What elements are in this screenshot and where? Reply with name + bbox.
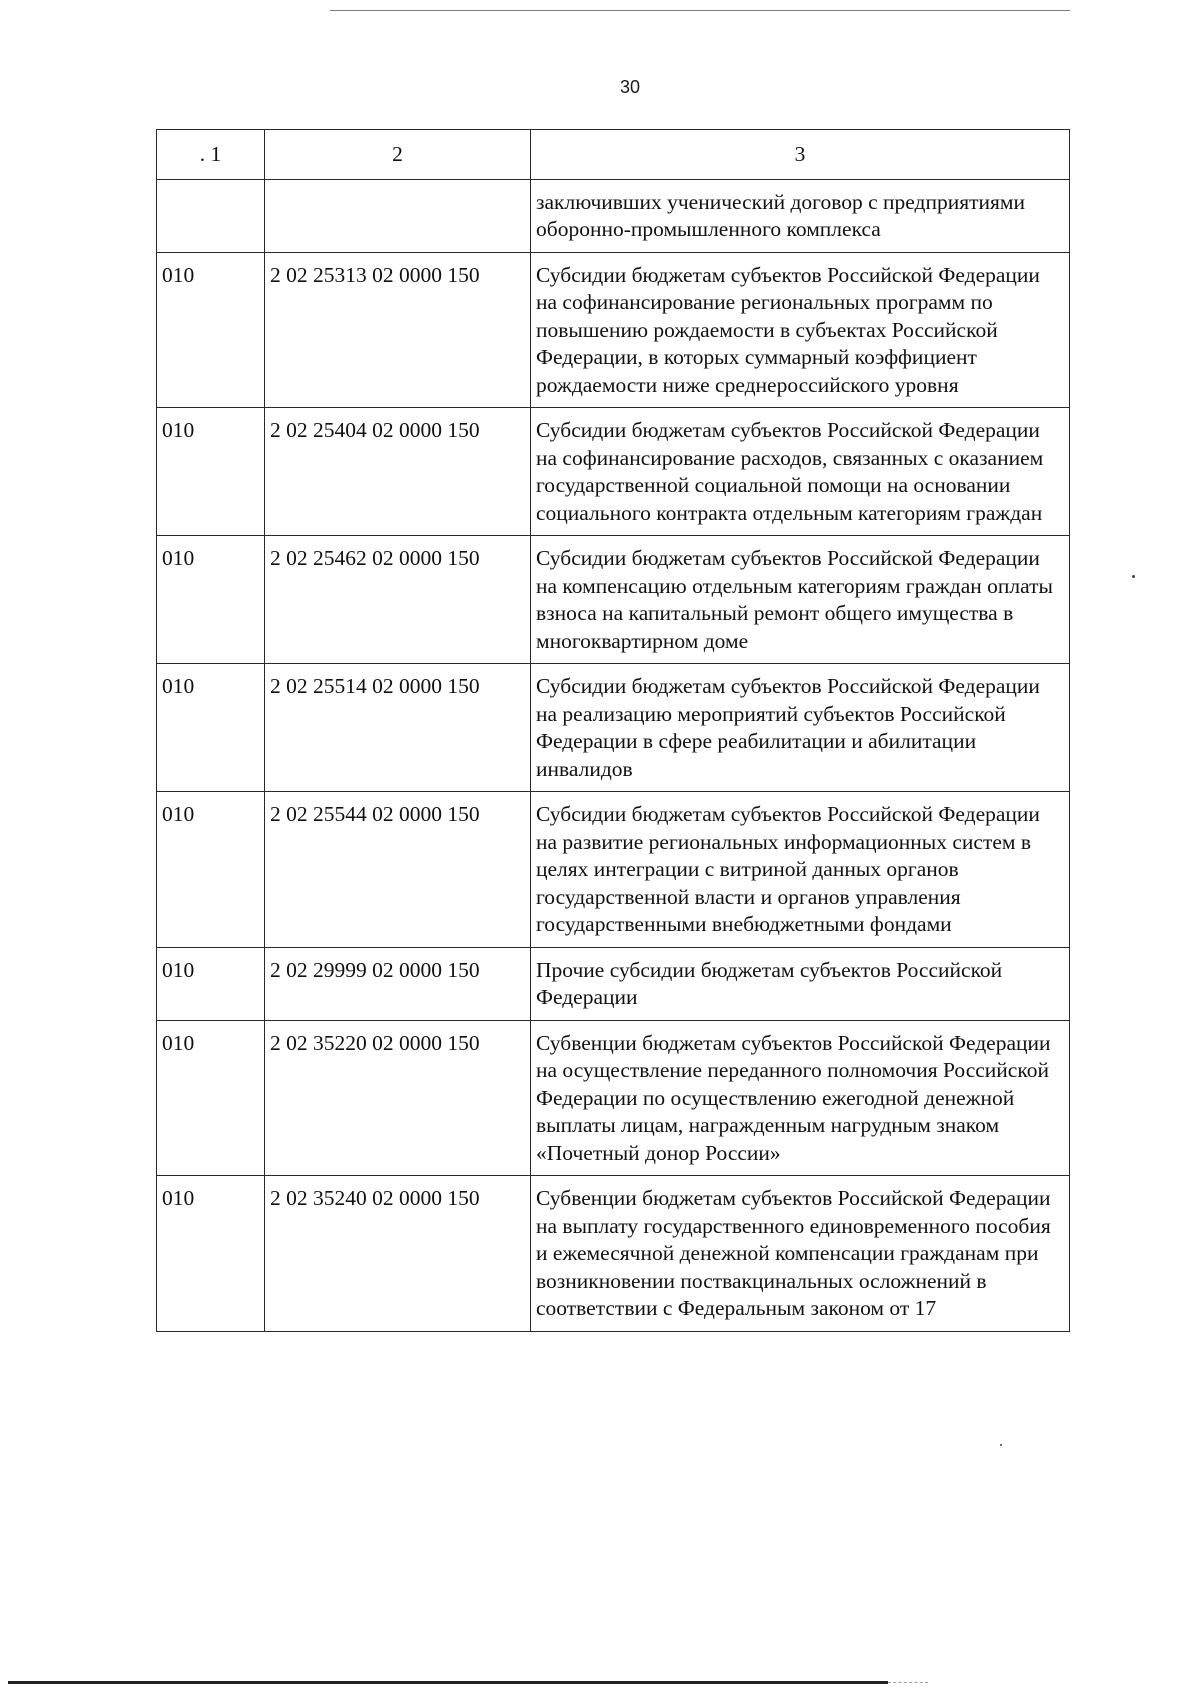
description-cell: Субвенции бюджетам субъектов Российской Федерации на выплату государственного единовременного пособия и ежемесячной денежной компенсации гражданам при возникновении поствакцинальных осложнений в соответствии с Федеральным законом от 17 <box>531 1176 1070 1332</box>
description-cell: Субсидии бюджетам субъектов Российской Федерации на реализацию мероприятий субъектов Российской Федерации в сфере реабилитации и абилитации инвалидов <box>531 664 1070 792</box>
revenue-code-cell: 2 02 29999 02 0000 150 <box>265 947 531 1020</box>
description-cell: Субвенции бюджетам субъектов Российской Федерации на осуществление переданного полномочия Российской Федерации по осуществлению ежегодной денежной выплаты лицам, награжденным нагрудным знаком «Почетный донор России» <box>531 1020 1070 1176</box>
header-col-2: 2 <box>265 130 531 180</box>
admin-code-cell: 010 <box>157 947 265 1020</box>
description-cell: заключивших ученический договор с предприятиями оборонно-промышленного комплекса <box>531 179 1070 252</box>
revenue-code-cell: 2 02 35240 02 0000 150 <box>265 1176 531 1332</box>
description-cell: Прочие субсидии бюджетам субъектов Российской Федерации <box>531 947 1070 1020</box>
budget-classification-table <box>156 129 1070 1332</box>
revenue-code-cell: 2 02 25462 02 0000 150 <box>265 536 531 664</box>
revenue-code-cell: 2 02 25313 02 0000 150 <box>265 252 531 408</box>
revenue-code-cell <box>265 179 531 252</box>
admin-code-cell: 010 <box>157 664 265 792</box>
scan-edge-bottom <box>8 1681 888 1684</box>
table-row <box>157 1020 1070 1176</box>
table-row <box>157 408 1070 536</box>
admin-code-cell: 010 <box>157 1020 265 1176</box>
description-cell: Субсидии бюджетам субъектов Российской Федерации на софинансирование расходов, связанных с оказанием государственной социальной помощи на основании социального контракта отдельным категориям граждан <box>531 408 1070 536</box>
description-cell: Субсидии бюджетам субъектов Российской Федерации на компенсацию отдельным категориям граждан оплаты взноса на капитальный ремонт общего имущества в многоквартирном доме <box>531 536 1070 664</box>
admin-code-cell: 010 <box>157 408 265 536</box>
description-cell: Субсидии бюджетам субъектов Российской Федерации на развитие региональных информационных систем в целях интеграции с витриной данных органов государственной власти и органов управления государственными внебюджетными фондами <box>531 792 1070 948</box>
scan-edge-bottom-faint <box>888 1682 928 1683</box>
admin-code-cell <box>157 179 265 252</box>
admin-code-cell: 010 <box>157 792 265 948</box>
admin-code-cell: 010 <box>157 252 265 408</box>
admin-code-cell: 010 <box>157 536 265 664</box>
header-col-3: 3 <box>531 130 1070 180</box>
revenue-code-cell: 2 02 25544 02 0000 150 <box>265 792 531 948</box>
table-row <box>157 664 1070 792</box>
scan-speck <box>1132 575 1135 578</box>
admin-code-cell: 010 <box>157 1176 265 1332</box>
table-row <box>157 536 1070 664</box>
revenue-code-cell: 2 02 25404 02 0000 150 <box>265 408 531 536</box>
table-row <box>157 1176 1070 1332</box>
revenue-code-cell: 2 02 25514 02 0000 150 <box>265 664 531 792</box>
table-header-row <box>157 130 1070 180</box>
table-row <box>157 179 1070 252</box>
table-row <box>157 252 1070 408</box>
revenue-code-cell: 2 02 35220 02 0000 150 <box>265 1020 531 1176</box>
scan-speck <box>1000 1444 1002 1446</box>
scan-edge-top <box>330 10 1070 11</box>
description-cell: Субсидии бюджетам субъектов Российской Федерации на софинансирование региональных программ по повышению рождаемости в субъектах Российской Федерации, в которых суммарный коэффициент рождаемости ниже среднероссийского уровня <box>531 252 1070 408</box>
header-col-1: . 1 <box>157 130 265 180</box>
table-row <box>157 792 1070 948</box>
table-row <box>157 947 1070 1020</box>
page-number: 30 <box>619 77 641 97</box>
